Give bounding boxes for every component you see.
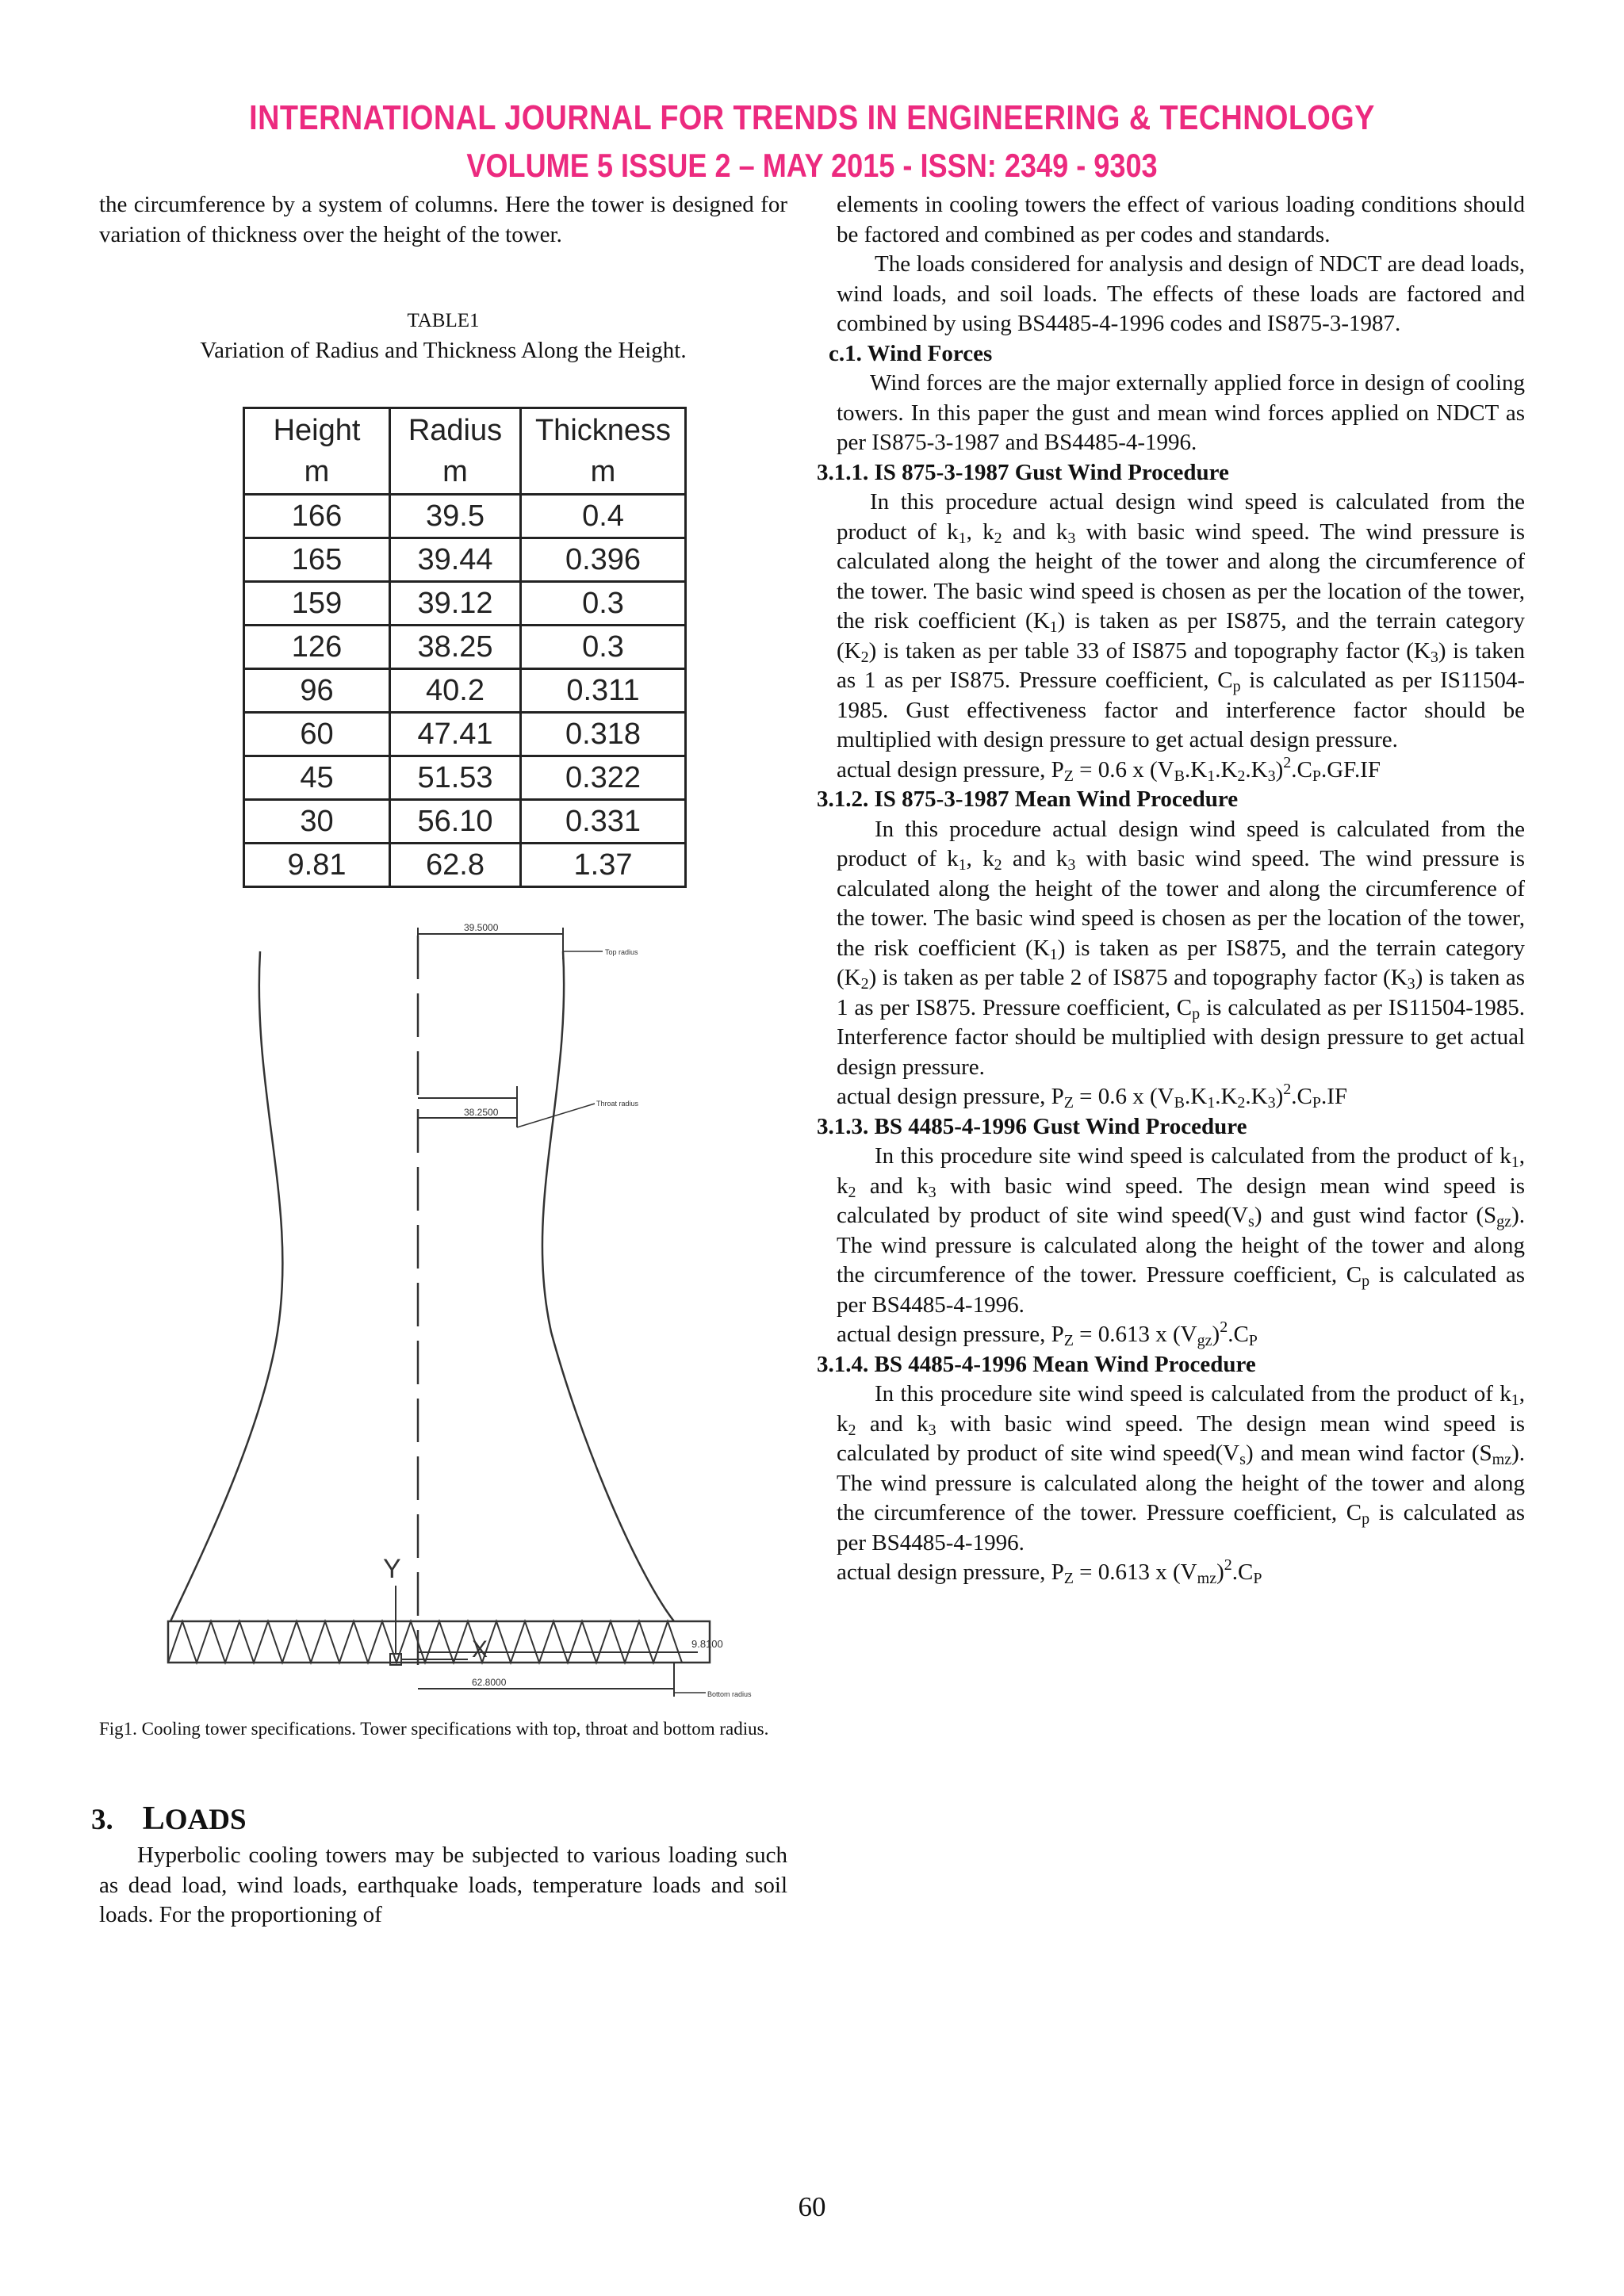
table-cell: 159 [244, 582, 390, 626]
table-cell: 30 [244, 800, 390, 844]
table-row [244, 756, 686, 800]
table-title: Variation of Radius and Thickness Along the Height. [200, 337, 687, 363]
journal-issue: VOLUME 5 ISSUE 2 – MAY 2015 - ISSN: 2349 - 9303 [466, 147, 1158, 184]
table-cell: 9.81 [244, 844, 390, 887]
table-cell: 62.8 [390, 844, 521, 887]
table-row [244, 800, 686, 844]
journal-title: INTERNATIONAL JOURNAL FOR TRENDS IN ENGINEERING & TECHNOLOGY [249, 98, 1375, 137]
radius-thickness-table [243, 407, 687, 888]
table-cell: 39.5 [390, 495, 521, 538]
header-radius: Radius m [390, 408, 521, 495]
table-row [244, 582, 686, 626]
table-row [244, 495, 686, 538]
header-thickness: Thickness m [521, 408, 686, 495]
table-cell: 56.10 [390, 800, 521, 844]
paragraph-3-1-2: In this procedure actual design wind speed is calculated from the product of $k_1$, $k_2$ and $k_3$ with basic wind speed. The wind pressure is calculated along the height of the tower and along the circumference of the tower. The basic wind speed is chosen as per the location of the tower, the risk coefficient $(K_1)$ is taken as per IS875, and the terrain category $(K_2)$ is taken as per table 2 of IS875 and topography factor $(K_3)$ is taken as 1 as per IS875. Pressure coefficient, $C_p$ is calculated as per IS11504-1985. Interference factor should be multiplied with design pressure to get actual design pressure. [837, 816, 1525, 1080]
table-cell: 0.331 [521, 800, 686, 844]
table-cell: 39.44 [390, 538, 521, 582]
throat-radius-label: Throat radius [596, 1100, 639, 1108]
paragraph-3-1-3: In this procedure site wind speed is calculated from the product of $k_1$, $k_2$ and $k_3$ with basic wind speed. The design mean wind speed is calculated by product of site wind $speed(V_s)$ and gust wind factor $(S_{gz})$. The wind pressure is calculated along the height of the tower and along the circumference of the tower. Pressure coefficient, $C_p$ is calculated as per BS4485-4-1996. [837, 1143, 1526, 1318]
right-paragraph-1: elements in cooling towers the effect of various loading conditions should be factored and combined as per codes and standards. [837, 192, 1525, 247]
loads-paragraph: Hyperbolic cooling towers may be subjected to various loading such as dead load, wind loads, earthquake loads, temperature loads and soil loads. For the proportioning of [99, 1843, 787, 1927]
table-cell: 45 [244, 756, 390, 800]
heading-c1: c.1. Wind Forces [829, 340, 993, 366]
cooling-tower-drawing [151, 920, 753, 1712]
tower-right-outline [542, 951, 674, 1621]
table-cell: 51.53 [390, 756, 521, 800]
right-paragraph-2: The loads considered for analysis and design of NDCT are dead loads, wind loads, and soil loads. The effects of these loads are factored and combined by using BS4485-4-1996 codes and IS875-3-1987. [837, 251, 1525, 336]
table-cell: 0.3 [521, 626, 686, 669]
base-height-value: 9.8100 [691, 1638, 723, 1650]
table-row [244, 669, 686, 713]
left-column [99, 190, 787, 365]
throat-radius-value: 38.2500 [464, 1107, 499, 1118]
table-row [244, 626, 686, 669]
formula-3-1-1: actual design pressure, $P_Z = 0.6$ x $(V_B.K_1.K_2.K_3)^2.C_P.GF.IF$ [837, 753, 1381, 785]
table-cell: 1.37 [521, 844, 686, 887]
table-cell: 0.322 [521, 756, 686, 800]
heading-3-1-3: 3.1.3. BS 4485-4-1996 Gust Wind Procedure [817, 1113, 1247, 1139]
page-number: 60 [798, 2191, 826, 2222]
right-column [817, 190, 1526, 1588]
table-cell: 96 [244, 669, 390, 713]
bottom-radius-label: Bottom radius [707, 1690, 752, 1698]
formula-3-1-4: actual design pressure, $P_Z = 0.613$ x $(V_{mz})^2.C_P$ [837, 1556, 1262, 1587]
axis-y-label: Y [383, 1554, 401, 1584]
column-zigzag [168, 1621, 682, 1663]
table-row [244, 844, 686, 887]
tower-base-columns [168, 1621, 710, 1663]
table-header-row [244, 408, 686, 495]
table-cell: 0.3 [521, 582, 686, 626]
header-height: Height m [244, 408, 390, 495]
tower-left-outline [170, 951, 282, 1621]
top-radius-label: Top radius [605, 948, 638, 956]
table-cell: 47.41 [390, 713, 521, 756]
paragraph-3-1-4: In this procedure site wind speed is calculated from the product of $k_1$, $k_2$ and $k_3$ with basic wind speed. The design mean wind speed is calculated by product of site wind $speed(V_s)$ and mean wind factor $(S_{mz})$. The wind pressure is calculated along the height of the tower and along the circumference of the tower. Pressure coefficient, $C_p$ is calculated as per BS4485-4-1996. [837, 1381, 1526, 1556]
table-cell: 0.4 [521, 495, 686, 538]
table-cell: 166 [244, 495, 390, 538]
table-label: TABLE1 [407, 310, 480, 331]
table-cell: 0.318 [521, 713, 686, 756]
table-cell: 0.396 [521, 538, 686, 582]
c1-paragraph: Wind forces are the major externally applied force in design of cooling towers. In this paper the gust and mean wind forces applied on NDCT as per IS875-3-1987 and BS4485-4-1996. [837, 370, 1525, 455]
table-row [244, 713, 686, 756]
figure-caption: Fig1. Cooling tower specifications. Tower specifications with top, throat and bottom radius. [99, 1719, 769, 1739]
heading-3-1-4: 3.1.4. BS 4485-4-1996 Mean Wind Procedure [817, 1351, 1256, 1377]
left-intro-paragraph: the circumference by a system of columns. Here the tower is designed for variation of thickness over the height of the tower. [99, 192, 787, 247]
table-cell: 38.25 [390, 626, 521, 669]
axis-x-label: X [472, 1636, 488, 1663]
table-cell: 165 [244, 538, 390, 582]
table-cell: 126 [244, 626, 390, 669]
table-cell: 0.311 [521, 669, 686, 713]
table-cell: 39.12 [390, 582, 521, 626]
formula-3-1-2: actual design pressure, $P_Z = 0.6$ x $(V_B.K_1.K_2.K_3)^2.C_P.IF$ [837, 1081, 1348, 1112]
table-row [244, 538, 686, 582]
heading-3-1-2: 3.1.2. IS 875-3-1987 Mean Wind Procedure [817, 786, 1239, 812]
table-cell: 60 [244, 713, 390, 756]
bottom-radius-value: 62.8000 [472, 1677, 507, 1688]
heading-3-1-1: 3.1.1. IS 875-3-1987 Gust Wind Procedure [817, 459, 1229, 485]
table-cell: 40.2 [390, 669, 521, 713]
formula-3-1-3: actual design pressure, $P_Z = 0.613$ x $(V_{gz})^2.C_P$ [837, 1318, 1258, 1349]
paragraph-3-1-1: In this procedure actual design wind speed is calculated from the product of $k_1$, $k_2$ and $k_3$ with basic wind speed. The wind pressure is calculated along the height of the tower and along the circumference of the tower. The basic wind speed is chosen as per the location of the tower, the risk coefficient $(K_1)$ is taken as per IS875, and the terrain category $(K_2)$ is taken as per table 33 of IS875 and topography factor $(K_3)$ is taken as 1 as per IS875. Pressure coefficient, $C_p$ is calculated as per IS11504-1985. Gust effectiveness factor and interference factor should be multiplied with design pressure to get actual design pressure. [837, 489, 1525, 752]
section-heading-loads: 3. LOADS [91, 1800, 247, 1837]
top-radius-value: 39.5000 [464, 922, 499, 933]
